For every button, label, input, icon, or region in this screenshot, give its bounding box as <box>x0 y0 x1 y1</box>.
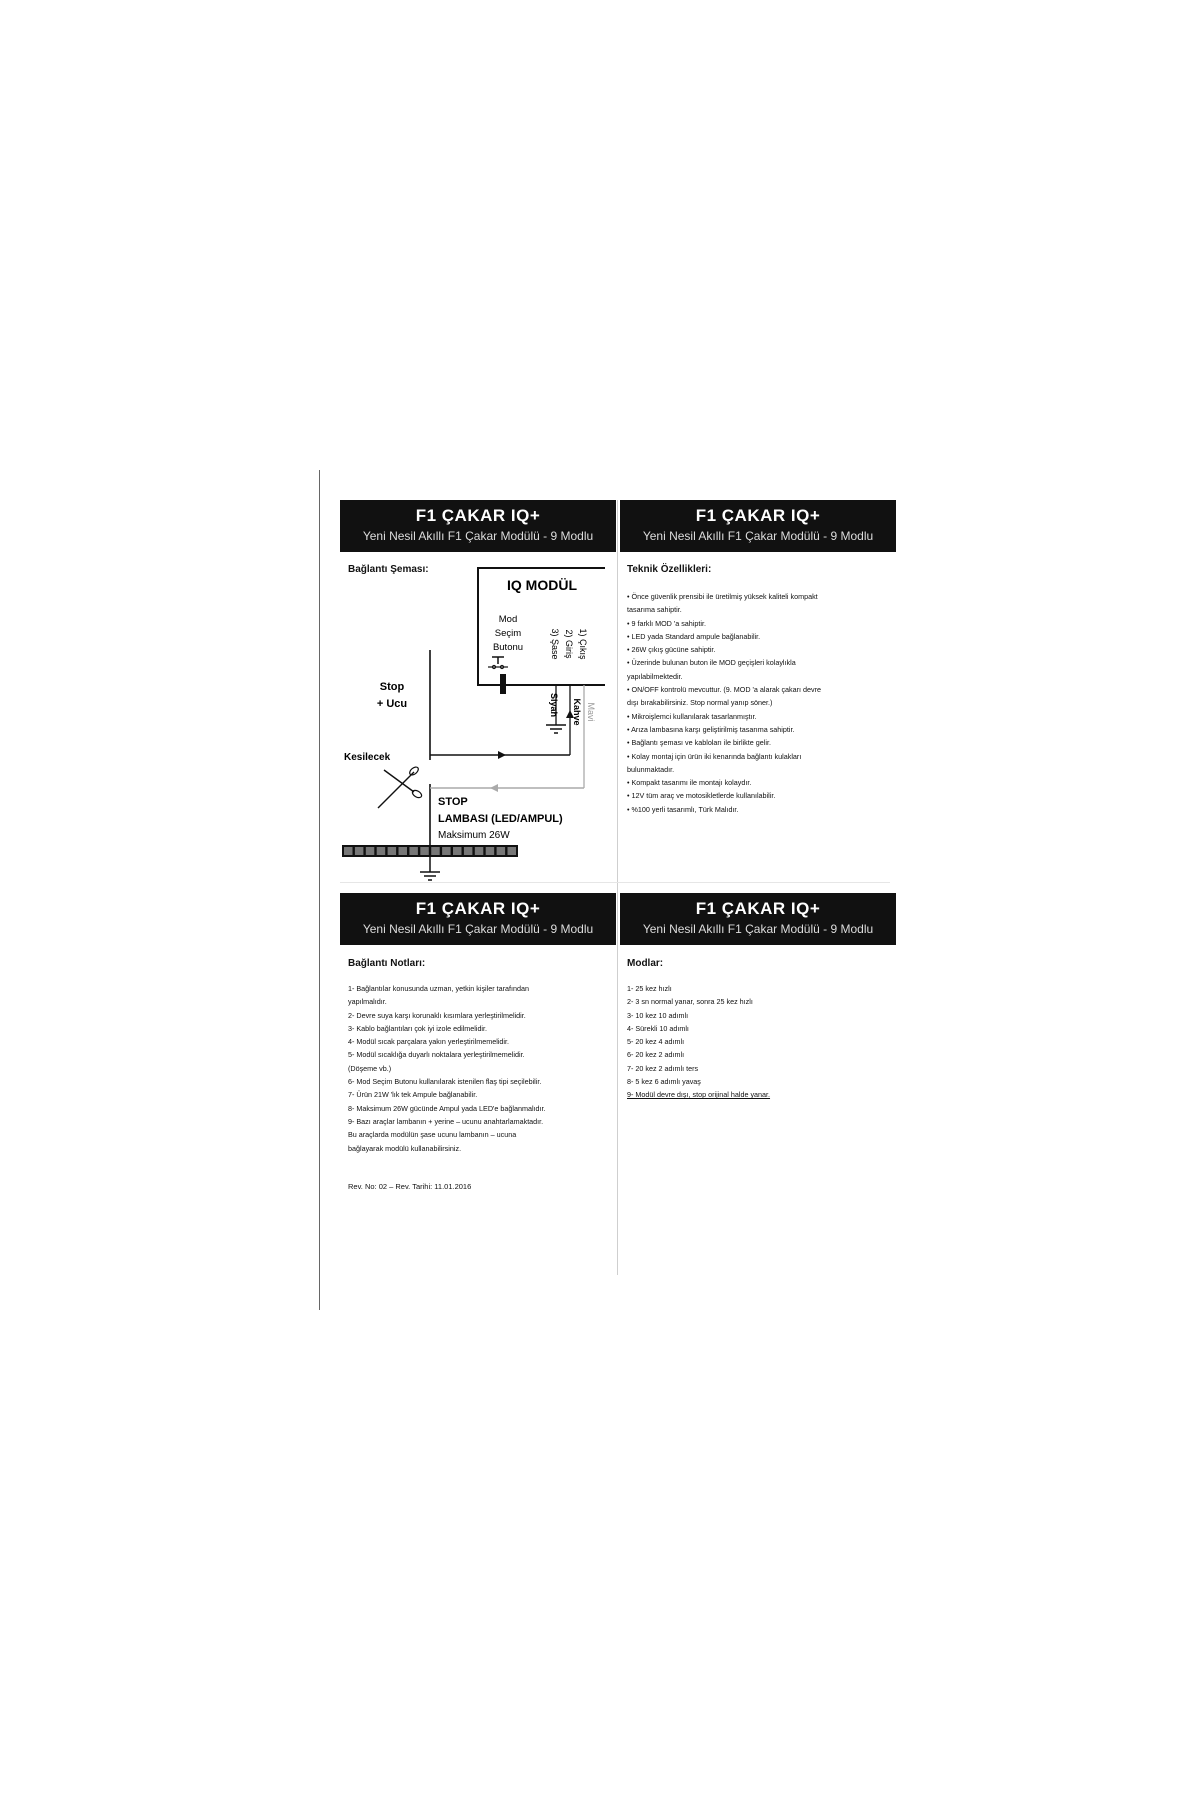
mode-item: 9- Modül devre dışı, stop orijinal halde yanar. <box>627 1090 771 1100</box>
header-subtitle: Yeni Nesil Akıllı F1 Çakar Modülü - 9 Modlu <box>362 922 594 936</box>
pin-label-ground: 3) Şase <box>550 628 560 660</box>
note-line: bağlayarak modülü kullanabilirsiniz. <box>348 1143 462 1153</box>
lamp-led-segment <box>431 847 440 855</box>
lamp-led-bar <box>342 845 518 857</box>
sheet-left-edge <box>319 470 320 1310</box>
header-title: F1 ÇAKAR IQ+ <box>415 899 541 918</box>
spec-line: • Bağlantı şeması ve kabloları ile birlikte gelir. <box>627 738 771 748</box>
lamp-led-segment <box>399 847 408 855</box>
button-label-line-2: Seçim <box>494 628 522 639</box>
mode-item: 4- Sürekli 10 adımlı <box>627 1023 689 1033</box>
lamp-led-segment <box>377 847 386 855</box>
note-line: 9- Bazı araçlar lambanın + yerine – ucunu anahtarlamaktadır. <box>348 1116 544 1126</box>
header-panel-1 <box>340 500 616 552</box>
spec-line: dışı bırakabilirsiniz. Stop normal yanıp söner.) <box>627 698 773 708</box>
pin-label-output: 1) Çıkış <box>578 628 588 660</box>
button-label-line-3: Butonu <box>492 642 524 653</box>
scissors-icon <box>378 765 423 808</box>
note-line: Bu araçlarda modülün şase ucunu lambanın – ucuna <box>348 1130 517 1140</box>
mode-item: 7- 20 kez 2 adımlı ters <box>627 1063 699 1073</box>
lamp-led-segment <box>453 847 462 855</box>
spec-line: • 12V tüm araç ve motosikletlerde kullanılabilir. <box>627 791 776 801</box>
wire-color-blue: Mavi <box>586 702 596 722</box>
stop-label-line-1: Stop <box>379 681 405 693</box>
mode-item: 2- 3 sn normal yanar, sonra 25 kez hızlı <box>627 997 753 1007</box>
cut-gap <box>425 760 435 784</box>
mode-item: 3- 10 kez 10 adımlı <box>627 1010 689 1020</box>
spec-line: • 26W çıkış gücüne sahiptir. <box>627 645 716 655</box>
lamp-led-segment <box>486 847 495 855</box>
header-title: F1 ÇAKAR IQ+ <box>695 899 821 918</box>
lamp-led-segment <box>409 847 418 855</box>
section-title-modes: Modlar: <box>627 958 664 969</box>
note-line: 8- Maksimum 26W gücünde Ampul yada LED'e bağlanmalıdır. <box>348 1103 546 1113</box>
spec-line: tasarıma sahiptir. <box>627 605 682 615</box>
section-title-specs: Teknik Özellikleri: <box>627 564 712 575</box>
button-label-line-1: Mod <box>498 614 518 625</box>
specs-list <box>627 590 882 816</box>
lamp-label-line-1: STOP <box>438 796 468 808</box>
note-line: yapılmalıdır. <box>348 997 387 1007</box>
note-line: 6- Mod Seçim Butonu kullanılarak istenilen flaş tipi seçilebilir. <box>348 1077 542 1087</box>
header-panel-2 <box>620 500 896 552</box>
header-title: F1 ÇAKAR IQ+ <box>415 506 541 525</box>
revision-info: Rev. No: 02 – Rev. Tarihi: 11.01.2016 <box>348 1182 472 1191</box>
section-title-notes: Bağlantı Notları: <box>348 958 426 969</box>
lamp-max-label: Maksimum 26W <box>438 830 510 841</box>
notes-list <box>348 982 610 1155</box>
lamp-led-segment <box>464 847 473 855</box>
spec-line: • Önce güvenlik prensibi ile üretilmiş yüksek kaliteli kompakt <box>627 592 818 601</box>
spec-line: • 9 farklı MOD 'a sahiptir. <box>627 618 706 628</box>
wire-color-brown: Kahve <box>572 698 582 726</box>
lamp-led-segment <box>344 847 353 855</box>
pin-label-input: 2) Giriş <box>564 629 574 659</box>
arrow-left-icon <box>490 784 498 792</box>
lamp-led-segment <box>442 847 451 855</box>
spec-line: • LED yada Standard ampule bağlanabilir. <box>627 631 761 641</box>
ground-icon <box>420 872 440 880</box>
spec-line: • Kolay montaj için ürün iki kenarında bağlantı kulakları <box>627 751 802 761</box>
note-line: 5- Modül sıcaklığa duyarlı noktalara yerleştirilmemelidir. <box>348 1050 525 1060</box>
note-line: 1- Bağlantılar konusunda uzman, yetkin kişiler tarafından <box>348 984 529 993</box>
note-line: 4- Modül sıcak parçalara yakın yerleştirilmemelidir. <box>348 1037 509 1047</box>
lamp-led-segment <box>420 847 429 855</box>
stop-label-line-2: + Ucu <box>376 698 408 710</box>
lamp-led-segment <box>497 847 506 855</box>
spec-line: • Mikroişlemci kullanılarak tasarlanmıştır. <box>627 711 757 721</box>
spec-line: • %100 yerli tasarımlı, Türk Malıdır. <box>627 804 739 814</box>
header-subtitle: Yeni Nesil Akıllı F1 Çakar Modülü - 9 Modlu <box>362 529 594 543</box>
section-title-connection-diagram: Bağlantı Şeması: <box>348 564 429 575</box>
spec-line: yapılabilmektedir. <box>627 671 683 681</box>
mode-item: 6- 20 kez 2 adımlı <box>627 1050 685 1060</box>
header-subtitle: Yeni Nesil Akıllı F1 Çakar Modülü - 9 Modlu <box>642 529 874 543</box>
cut-label: Kesilecek <box>344 752 391 763</box>
mode-item: 5- 20 kez 4 adımlı <box>627 1037 685 1047</box>
header-title: F1 ÇAKAR IQ+ <box>695 506 821 525</box>
lamp-label-line-2: LAMBASI (LED/AMPUL) <box>438 813 563 825</box>
wire-color-black: Siyah <box>549 692 559 718</box>
module-title: IQ MODÜL <box>507 577 577 593</box>
spec-line: • Arıza lambasına karşı geliştirilmiş tasarıma sahiptir. <box>627 724 795 734</box>
note-line: 3- Kablo bağlantıları çok iyi izole edilmelidir. <box>348 1023 488 1033</box>
lamp-led-segment <box>366 847 375 855</box>
lamp-led-segment <box>508 847 517 855</box>
header-subtitle: Yeni Nesil Akıllı F1 Çakar Modülü - 9 Modlu <box>642 922 874 936</box>
header-panel-3 <box>340 893 616 945</box>
lamp-led-segment <box>475 847 484 855</box>
wiring-diagram <box>330 560 605 890</box>
fold-line-vertical <box>617 500 618 1275</box>
note-line: (Döşeme vb.) <box>348 1063 392 1073</box>
header-panel-4 <box>620 893 896 945</box>
note-line: 7- Ürün 21W 'lık tek Ampule bağlanabilir. <box>348 1090 478 1100</box>
arrow-right-icon <box>498 751 506 759</box>
spec-line: • Üzerinde bulunan buton ile MOD geçişleri kolaylıkla <box>627 658 796 668</box>
mode-item: 1- 25 kez hızlı <box>627 984 672 993</box>
spec-line: • Kompakt tasarımı ile montajı kolaydır. <box>627 778 752 788</box>
spec-line: bulunmaktadır. <box>627 764 675 774</box>
lamp-led-segment <box>355 847 364 855</box>
note-line: 2- Devre suya karşı korunaklı kısımlara yerleştirilmelidir. <box>348 1010 526 1020</box>
mode-item: 8- 5 kez 6 adımlı yavaş <box>627 1077 701 1087</box>
spec-line: • ON/OFF kontrolü mevcuttur. (9. MOD 'a alarak çakarı devre <box>627 685 822 695</box>
lamp-led-segment <box>388 847 397 855</box>
modes-list <box>627 982 882 1102</box>
ground-icon <box>546 725 566 733</box>
